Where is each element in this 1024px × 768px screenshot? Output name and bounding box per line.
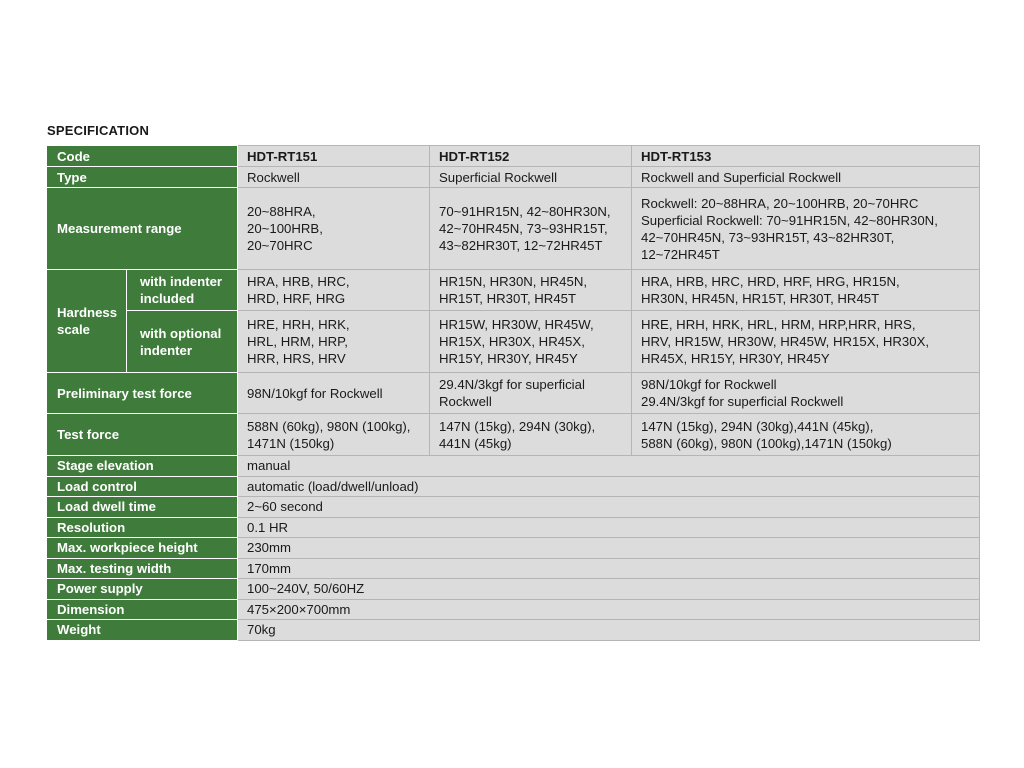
specification-table	[46, 145, 980, 641]
row-preliminary-force	[47, 373, 980, 414]
optional-rt151: HRE, HRH, HRK, HRL, HRM, HRP, HRR, HRS, HRV	[238, 311, 430, 373]
range-rt153: Rockwell: 20~88HRA, 20~100HRB, 20~70HRC Superficial Rockwell: 70~91HR15N, 42~80HR30N, 42~70HR45N, 73~93HR15T, 43~82HR30T, 12~72HR45T	[632, 188, 980, 270]
label-dimension: Dimension	[47, 599, 238, 620]
type-rt151: Rockwell	[238, 167, 430, 188]
prelim-rt152: 29.4N/3kgf for superficial Rockwell	[430, 373, 632, 414]
row-test-force	[47, 414, 980, 456]
row-max-workpiece-height	[47, 538, 980, 559]
row-resolution	[47, 517, 980, 538]
label-resolution: Resolution	[47, 517, 238, 538]
label-power-supply: Power supply	[47, 579, 238, 600]
value-weight: 70kg	[238, 620, 980, 641]
row-hardness-included	[47, 270, 980, 311]
range-rt152: 70~91HR15N, 42~80HR30N, 42~70HR45N, 73~93HR15T, 43~82HR30T, 12~72HR45T	[430, 188, 632, 270]
value-power-supply: 100~240V, 50/60HZ	[238, 579, 980, 600]
prelim-rt153: 98N/10kgf for Rockwell 29.4N/3kgf for superficial Rockwell	[632, 373, 980, 414]
label-optional-indenter: with optional indenter	[127, 311, 238, 373]
row-load-dwell-time	[47, 497, 980, 518]
label-code: Code	[47, 146, 238, 167]
row-weight	[47, 620, 980, 641]
force-rt152: 147N (15kg), 294N (30kg), 441N (45kg)	[430, 414, 632, 456]
row-dimension	[47, 599, 980, 620]
value-max-testing-width: 170mm	[238, 558, 980, 579]
label-weight: Weight	[47, 620, 238, 641]
value-max-workpiece-height: 230mm	[238, 538, 980, 559]
model-rt151: HDT-RT151	[238, 146, 430, 167]
row-power-supply	[47, 579, 980, 600]
value-resolution: 0.1 HR	[238, 517, 980, 538]
model-rt153: HDT-RT153	[632, 146, 980, 167]
label-type: Type	[47, 167, 238, 188]
optional-rt153: HRE, HRH, HRK, HRL, HRM, HRP,HRR, HRS, HRV, HR15W, HR30W, HR45W, HR15X, HR30X, HR45X, HR15Y, HR30Y, HR45Y	[632, 311, 980, 373]
prelim-rt151: 98N/10kgf for Rockwell	[238, 373, 430, 414]
value-load-control: automatic (load/dwell/unload)	[238, 476, 980, 497]
label-measurement-range: Measurement range	[47, 188, 238, 270]
included-rt153: HRA, HRB, HRC, HRD, HRF, HRG, HR15N, HR30N, HR45N, HR15T, HR30T, HR45T	[632, 270, 980, 311]
optional-rt152: HR15W, HR30W, HR45W, HR15X, HR30X, HR45X, HR15Y, HR30Y, HR45Y	[430, 311, 632, 373]
row-hardness-optional	[47, 311, 980, 373]
label-indenter-included: with indenter included	[127, 270, 238, 311]
label-preliminary-force: Preliminary test force	[47, 373, 238, 414]
label-max-workpiece-height: Max. workpiece height	[47, 538, 238, 559]
label-max-testing-width: Max. testing width	[47, 558, 238, 579]
range-rt151: 20~88HRA, 20~100HRB, 20~70HRC	[238, 188, 430, 270]
label-load-control: Load control	[47, 476, 238, 497]
value-stage-elevation: manual	[238, 456, 980, 477]
type-rt153: Rockwell and Superficial Rockwell	[632, 167, 980, 188]
document-title: SPECIFICATION	[47, 123, 150, 138]
included-rt152: HR15N, HR30N, HR45N, HR15T, HR30T, HR45T	[430, 270, 632, 311]
type-rt152: Superficial Rockwell	[430, 167, 632, 188]
included-rt151: HRA, HRB, HRC, HRD, HRF, HRG	[238, 270, 430, 311]
row-stage-elevation	[47, 456, 980, 477]
row-max-testing-width	[47, 558, 980, 579]
model-rt152: HDT-RT152	[430, 146, 632, 167]
value-load-dwell-time: 2~60 second	[238, 497, 980, 518]
row-type	[47, 167, 980, 188]
label-load-dwell-time: Load dwell time	[47, 497, 238, 518]
value-dimension: 475×200×700mm	[238, 599, 980, 620]
force-rt153: 147N (15kg), 294N (30kg),441N (45kg), 588N (60kg), 980N (100kg),1471N (150kg)	[632, 414, 980, 456]
row-measurement-range	[47, 188, 980, 270]
row-code	[47, 146, 980, 167]
force-rt151: 588N (60kg), 980N (100kg), 1471N (150kg)	[238, 414, 430, 456]
row-load-control	[47, 476, 980, 497]
label-test-force: Test force	[47, 414, 238, 456]
label-hardness-scale: Hardness scale	[47, 270, 127, 373]
label-stage-elevation: Stage elevation	[47, 456, 238, 477]
